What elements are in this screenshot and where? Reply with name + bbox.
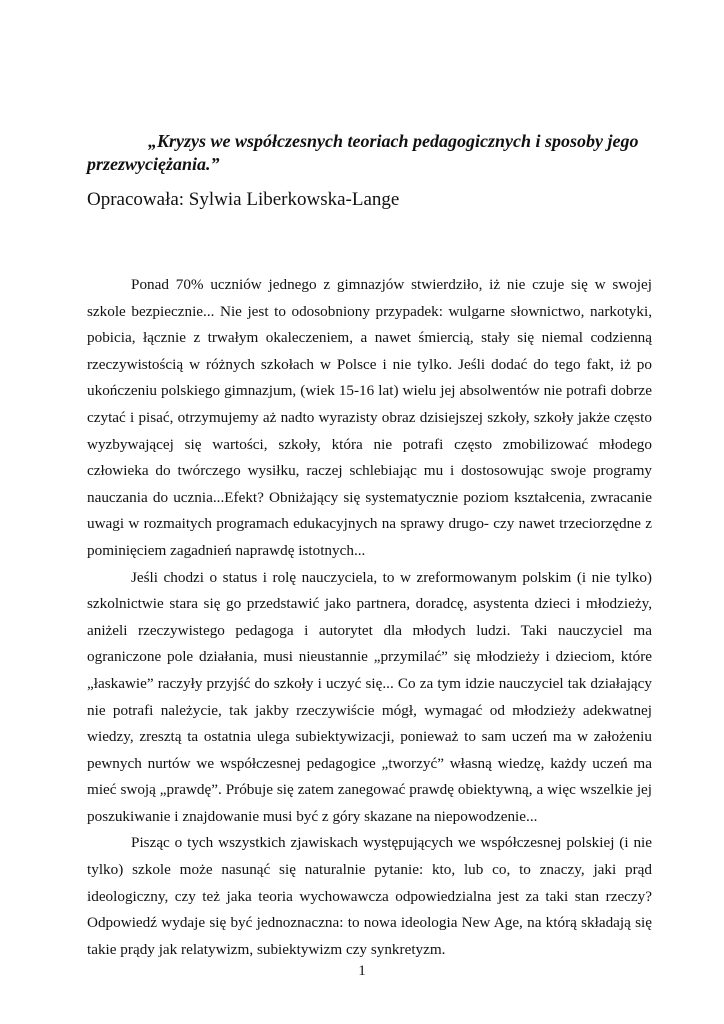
page-number: 1 xyxy=(358,963,366,979)
document-body xyxy=(87,272,652,963)
document-title: „Kryzys we współczesnych teoriach pedagogicznych i sposoby jego przezwyciężania.” xyxy=(87,131,639,174)
paragraph-2: Jeśli chodzi o status i rolę nauczyciela, to w zreformowanym polskim (i nie tylko) szkolnictwie stara się go przedstawić jako partnera, doradcę, asystenta dzieci i młodzieży, aniżeli rzeczywistego pedagoga i autorytet dla młodych ludzi. Taki nauczyciel ma ograniczone pole działania, musi nieustannie „przymilać” się młodzieży i dzieciom, które „łaskawie” raczyły przyjść do szkoły i uczyć się... Co za tym idzie nauczyciel tak działający nie potrafi należycie, tak jakby rzeczywiście mógł, wymagać od młodzieży adekwatnej wiedzy, zresztą ta ostatnia ulega subiektywizacji, ponieważ to sam uczeń ma w założeniu pewnych nurtów we współczesnej pedagogice „tworzyć” własną wiedzę, każdy uczeń ma mieć swoją „prawdę”. Próbuje się zatem zanegować prawdę obiektywną, a więc wszelkie jej poszukiwanie i znajdowanie musi być z góry skazane na niepowodzenie... xyxy=(87,568,652,825)
paragraph-1: Ponad 70% uczniów jednego z gimnazjów stwierdziło, iż nie czuje się w swojej szkole bezpiecznie... Nie jest to odosobniony przypadek: wulgarne słownictwo, narkotyki, pobicia, łącznie z trwałym okaleczeniem, a nawet śmiercią, stały się niemal codzienną rzeczywistością w różnych szkołach w Polsce i nie tylko. Jeśli dodać do tego fakt, iż po ukończeniu polskiego gimnazjum, (wiek 15-16 lat) wielu jej absolwentów nie potrafi dobrze czytać i pisać, otrzymujemy aż nadto wyrazisty obraz dzisiejszej szkoły, szkoły jakże często wyzbywającej się wartości, szkoły, która nie potrafi często zmobilizować młodego człowieka do twórczego wysiłku, raczej schlebiając mu i dostosowując swoje programy nauczania do ucznia...Efekt? Obniżający się systematycznie poziom kształcenia, zwracanie uwagi w rozmaitych programach edukacyjnych na sprawy drugo- czy nawet trzeciorzędne z pominięciem zagadnień naprawdę istotnych... xyxy=(87,276,652,559)
paragraph-3: Pisząc o tych wszystkich zjawiskach występujących we współczesnej polskiej (i nie tylko) szkole może nasunąć się naturalnie pytanie: kto, lub co, to znaczy, jaki prąd ideologiczny, czy też jaka teoria wychowawcza odpowiedzialna jest za taki stan rzeczy? Odpowiedź wydaje się być jednoznaczna: to nowa ideologia New Age, na którą składają się takie prądy jak relatywizm, subiektywizm czy synkretyzm. xyxy=(87,834,652,958)
author-line: Opracowała: Sylwia Liberkowska-Lange xyxy=(87,189,400,210)
